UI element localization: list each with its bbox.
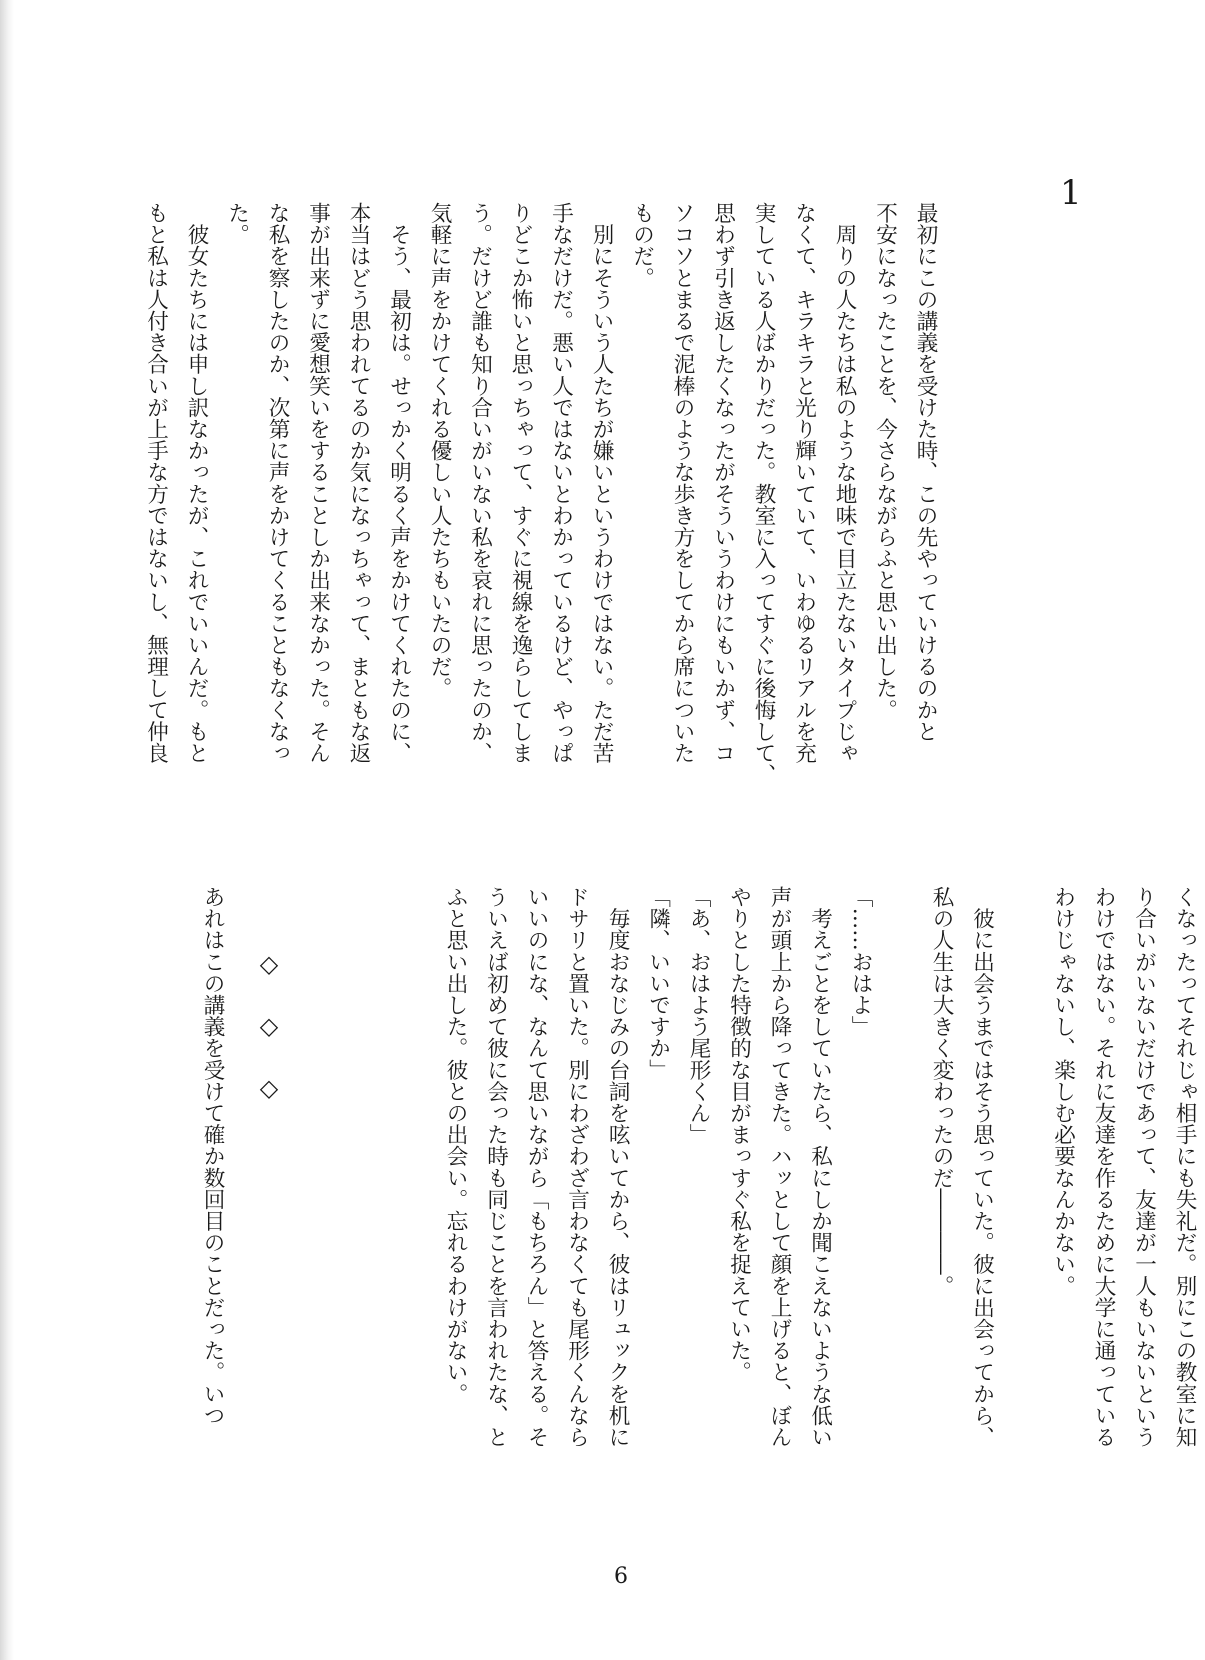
text-line: な私を察したのか、次第に声をかけてくることもなくなっ: [265, 202, 290, 764]
text-line: わけではない。それに友達を作るために大学に通っている: [1091, 886, 1116, 1448]
text-line: う。だけど誰も知り合いがいない私を哀れに思ったのか、: [467, 202, 493, 764]
text-line: なくて、キラキラと光り輝いていて、いわゆるリアルを充: [791, 202, 817, 764]
text-line: もと私は人付き合いが上手な方ではないし、無理して仲良: [143, 202, 169, 764]
text-line: ものだ。: [629, 202, 655, 289]
text-line: た。: [224, 202, 250, 246]
text-line: ソコソとまるで泥棒のような歩き方をしてから席についた: [670, 202, 695, 764]
text-line: あれはこの講義を受けて確か数回目のことだった。いつ: [200, 886, 225, 1426]
scene-break-marker: ◇◇◇: [255, 950, 283, 1136]
text-line: 考えごとをしていたら、私にしか聞こえないような低い: [807, 886, 833, 1448]
text-line: 気軽に声をかけてくれる優しい人たちもいたのだ。: [427, 202, 452, 699]
text-line: 彼に出会うまではそう思っていた。彼に出会ってから、: [969, 886, 995, 1448]
text-line: 「……おはよ」: [848, 886, 873, 1038]
text-line: 「あ、おはよう尾形くん」: [686, 886, 711, 1146]
text-line: [354, 886, 395, 1448]
text-line: 事が出来ずに愛想笑いをすることしか出来なかった。そん: [305, 202, 331, 764]
text-line: [1002, 886, 1043, 1448]
text-line: [313, 886, 354, 1448]
text-line: わけじゃないし、楽しむ必要なんかない。: [1050, 886, 1076, 1297]
text-line: 毎度おなじみの台詞を呟いてから、彼はリュックを机に: [605, 886, 630, 1448]
text-line: 実している人ばかりだった。教室に入ってすぐに後悔して、: [751, 202, 776, 786]
text-line: り合いがいないだけであって、友達が一人もいないという: [1131, 886, 1157, 1448]
text-line: 私の人生は大きく変わったのだ――――。: [929, 886, 954, 1297]
chapter-number: 1: [1060, 173, 1082, 213]
text-line: 周りの人たちは私のような地味で目立たないタイプじゃ: [832, 202, 857, 764]
text-line: そう、最初は。せっかく明るく声をかけてくれたのに、: [386, 202, 412, 764]
text-line: いいのにな、なんて思いながら「もちろん」と答える。そ: [524, 886, 549, 1448]
text-line: 思わず引き返したくなったがそういうわけにもいかず、コ: [710, 202, 736, 764]
text-line: りどこか怖いと思っちゃって、すぐに視線を逸らしてしま: [508, 202, 533, 764]
page-number: 6: [614, 1564, 628, 1589]
lower-text-block: [192, 886, 1205, 1448]
text-line: [394, 886, 435, 1448]
text-line: 最初にこの講義を受けた時、この先やっていけるのかと: [913, 202, 938, 742]
text-line: やりとした特徴的な目がまっすぐ私を捉えていた。: [726, 886, 752, 1383]
text-line: 不安になったことを、今さらながらふと思い出した。: [872, 202, 898, 721]
text-line: 「隣、いいですか」: [645, 886, 671, 1081]
text-line: くなったってそれじゃ相手にも失礼だ。別にこの教室に知: [1172, 886, 1197, 1448]
text-line: ういえば初めて彼に会った時も同じことを言われたな、と: [483, 886, 509, 1448]
page-edge-shadow: [0, 0, 14, 1660]
text-line: [880, 886, 921, 1448]
text-line: ふと思い出した。彼との出会い。忘れるわけがない。: [443, 886, 468, 1405]
text-line: 本当はどう思われてるのか気になっちゃって、まともな返: [346, 202, 371, 764]
upper-text-block: [135, 202, 945, 785]
text-line: 別にそういう人たちが嫌いというわけではない。ただ苦: [589, 202, 614, 764]
text-line: ドサリと置いた。別にわざわざ言わなくても尾形くんなら: [564, 886, 590, 1448]
text-line: 彼女たちには申し訳なかったが、これでいいんだ。もと: [184, 202, 209, 764]
text-line: 声が頭上から降ってきた。ハッとして顔を上げると、ぼん: [767, 886, 792, 1448]
text-line: 手なだけだ。悪い人ではないとわかっているけど、やっぱ: [548, 202, 574, 764]
